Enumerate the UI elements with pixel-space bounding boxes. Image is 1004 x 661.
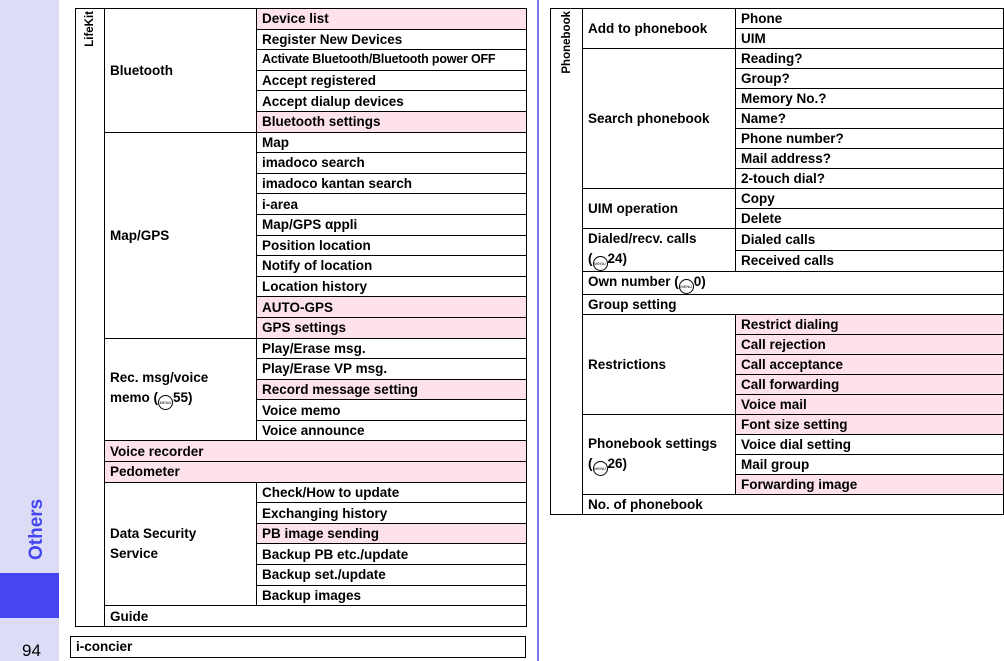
map-gps-item: Map: [257, 132, 527, 153]
rec-msg-item: Record message setting: [257, 379, 527, 400]
uim-operation-label: UIM operation: [583, 189, 736, 229]
rec-msg-item: Play/Erase msg.: [257, 338, 527, 359]
map-gps-item: Map/GPS αppli: [257, 214, 527, 235]
iconcier-table: [70, 636, 526, 658]
data-security-item: Check/How to update: [257, 482, 527, 503]
phonebook-settings-item: Voice dial setting: [736, 435, 1004, 455]
data-security-item: Backup set./update: [257, 565, 527, 586]
restrictions-item: Call forwarding: [736, 375, 1004, 395]
restrictions-item: Call acceptance: [736, 355, 1004, 375]
map-gps-item: Notify of location: [257, 256, 527, 277]
bluetooth-label: Bluetooth: [105, 9, 257, 133]
map-gps-item: AUTO-GPS: [257, 297, 527, 318]
phonebook-settings-item: Font size setting: [736, 415, 1004, 435]
data-security-item: Backup PB etc./update: [257, 544, 527, 565]
map-gps-item: imadoco search: [257, 153, 527, 174]
search-phonebook-item: Mail address?: [736, 149, 1004, 169]
guide-row: Guide: [105, 606, 527, 627]
lifekit-category: LifeKit: [76, 9, 105, 627]
restrictions-item: Restrict dialing: [736, 315, 1004, 335]
data-security-item: Exchanging history: [257, 503, 527, 524]
restrictions-item: Call rejection: [736, 335, 1004, 355]
own-number-row: Own number ( MENU 0): [583, 272, 1004, 295]
search-phonebook-item: 2-touch dial?: [736, 169, 1004, 189]
map-gps-item: Position location: [257, 235, 527, 256]
sidebar: [0, 0, 59, 661]
section-tab: [0, 573, 59, 618]
phonebook-category: Phonebook: [551, 9, 583, 515]
rec-msg-item: Voice memo: [257, 400, 527, 421]
pedometer-row: Pedometer: [105, 462, 527, 483]
menu-key-icon: MENU: [593, 461, 608, 476]
column-divider: [537, 0, 539, 661]
search-phonebook-item: Memory No.?: [736, 89, 1004, 109]
search-phonebook-label: Search phonebook: [583, 49, 736, 189]
no-of-phonebook-row: No. of phonebook: [583, 495, 1004, 515]
dialed-recv-item: Dialed calls: [736, 229, 1004, 251]
phonebook-table: [550, 8, 1004, 515]
voice-recorder-row: Voice recorder: [105, 441, 527, 462]
uim-operation-item: Delete: [736, 209, 1004, 229]
add-phonebook-item: UIM: [736, 29, 1004, 49]
rec-msg-item: Voice announce: [257, 420, 527, 441]
restrictions-label: Restrictions: [583, 315, 736, 415]
bluetooth-item: Accept registered: [257, 70, 527, 91]
menu-key-icon: MENU: [679, 279, 694, 294]
search-phonebook-item: Group?: [736, 69, 1004, 89]
restrictions-item: Voice mail: [736, 395, 1004, 415]
phonebook-settings-item: Mail group: [736, 455, 1004, 475]
bluetooth-item: Activate Bluetooth/Bluetooth power OFF: [257, 50, 527, 71]
search-phonebook-item: Name?: [736, 109, 1004, 129]
add-phonebook-item: Phone: [736, 9, 1004, 29]
map-gps-label: Map/GPS: [105, 132, 257, 338]
search-phonebook-item: Reading?: [736, 49, 1004, 69]
bluetooth-item: Register New Devices: [257, 29, 527, 50]
bluetooth-item: Accept dialup devices: [257, 91, 527, 112]
map-gps-item: GPS settings: [257, 317, 527, 338]
bluetooth-item: Device list: [257, 9, 527, 30]
bluetooth-item: Bluetooth settings: [257, 111, 527, 132]
menu-key-icon: MENU: [593, 256, 608, 271]
map-gps-item: imadoco kantan search: [257, 173, 527, 194]
menu-key-icon: MENU: [158, 395, 173, 410]
page-number: 94: [22, 641, 41, 660]
phonebook-settings-label: Phonebook settings ( MENU 26): [583, 415, 736, 495]
map-gps-item: i-area: [257, 194, 527, 215]
search-phonebook-item: Phone number?: [736, 129, 1004, 149]
lifekit-table: [75, 8, 527, 627]
phonebook-settings-item: Forwarding image: [736, 475, 1004, 495]
data-security-label: Data Security Service: [105, 482, 257, 606]
map-gps-item: Location history: [257, 276, 527, 297]
rec-msg-item: Play/Erase VP msg.: [257, 359, 527, 380]
rec-msg-label: Rec. msg/voice memo ( MENU 55): [105, 338, 257, 441]
uim-operation-item: Copy: [736, 189, 1004, 209]
dialed-recv-label: Dialed/recv. calls ( MENU 24): [583, 229, 736, 272]
iconcier-row: i-concier: [71, 637, 526, 658]
data-security-item: PB image sending: [257, 523, 527, 544]
add-phonebook-label: Add to phonebook: [583, 9, 736, 49]
group-setting-row: Group setting: [583, 295, 1004, 315]
data-security-item: Backup images: [257, 585, 527, 606]
dialed-recv-item: Received calls: [736, 250, 1004, 272]
section-label: Others: [26, 498, 47, 560]
